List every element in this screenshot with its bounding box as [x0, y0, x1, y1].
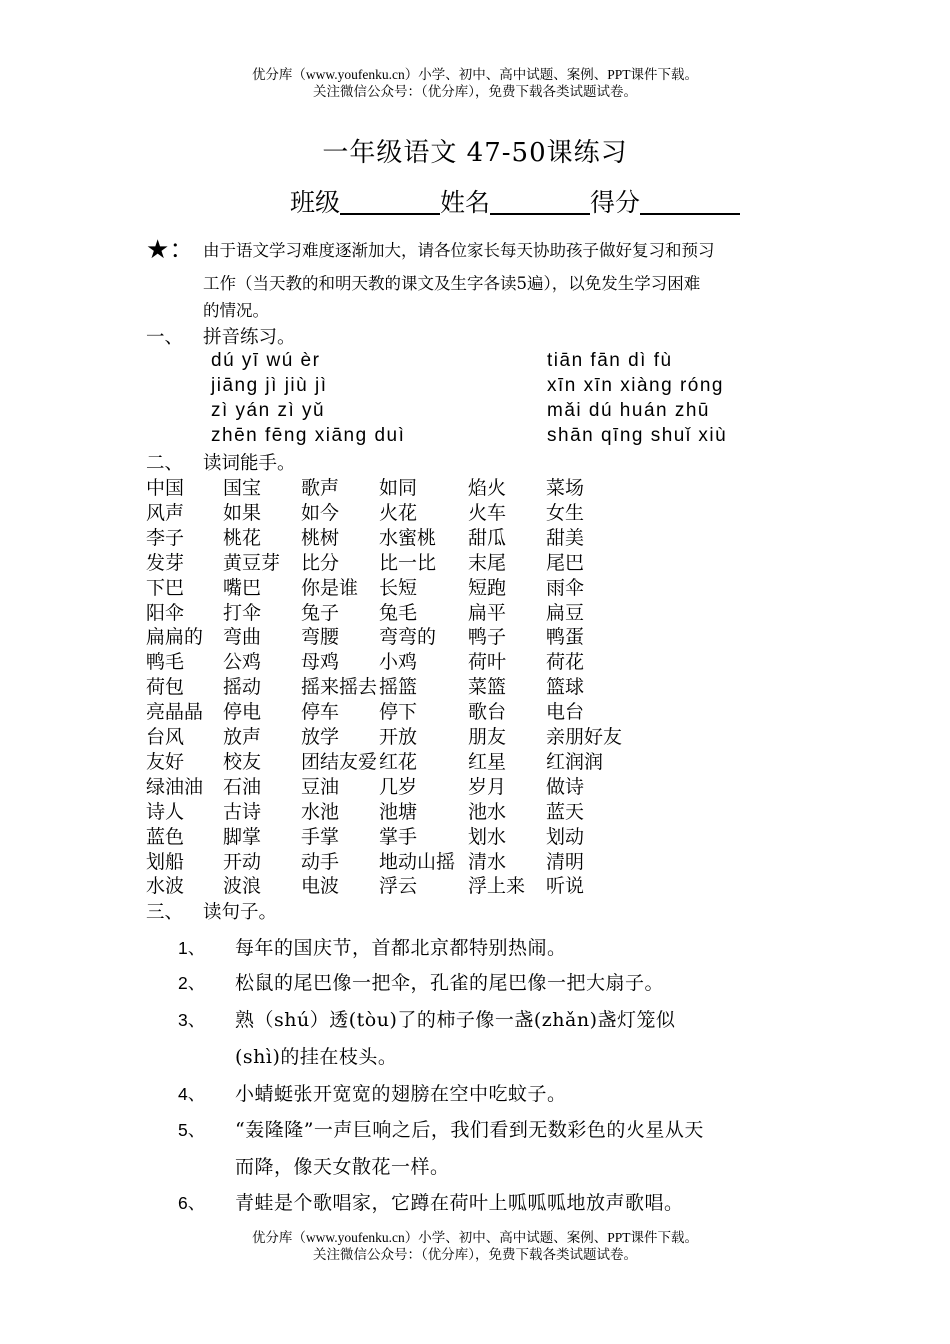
word-item: 开动: [223, 850, 262, 873]
word-item: 中国: [146, 477, 185, 499]
word-item: 脚掌: [223, 825, 262, 848]
word-item: 水波: [146, 875, 185, 898]
word-item: 短跑: [468, 576, 507, 599]
word-item: 放学: [301, 726, 340, 748]
section-heading-words: [146, 449, 296, 475]
word-item: 红星: [468, 750, 507, 773]
word-item: 手掌: [301, 825, 340, 848]
word-item: 扁扁的: [146, 626, 204, 649]
word-item: 摇来摇去: [301, 676, 378, 699]
word-item: 如今: [301, 501, 340, 524]
notice-line-2: 工作（当天教的和明天教的课文及生字各读5遍），以免发生学习困难: [203, 274, 701, 293]
pinyin-item: shān qīng shuǐ xiù: [547, 425, 728, 446]
pinyin-item: dú yī wú èr: [211, 350, 321, 371]
word-item: 动手: [301, 850, 340, 873]
word-item: 校友: [223, 750, 262, 773]
word-item: 菜场: [546, 477, 585, 499]
word-item: 亲朋好友: [546, 726, 623, 748]
word-item: 亮晶晶: [146, 701, 204, 724]
word-item: 停电: [223, 701, 262, 724]
pinyin-item: zì yán zì yǔ: [211, 400, 326, 421]
word-item: 扁豆: [546, 601, 585, 624]
word-item: 篮球: [546, 676, 585, 699]
word-item: 如同: [379, 477, 418, 499]
sentence-number: 4、: [178, 1084, 206, 1104]
pinyin-item: tiān fān dì fù: [547, 350, 673, 371]
word-item: 菜篮: [468, 676, 507, 699]
word-item: 末尾: [468, 551, 507, 574]
score-blank: [640, 189, 740, 215]
word-item: 停下: [379, 701, 418, 724]
star-icon: ★：: [146, 235, 196, 265]
word-item: 李子: [146, 526, 185, 549]
word-item: 水蜜桃: [379, 526, 437, 549]
word-item: 阳伞: [146, 601, 185, 624]
word-item: 池塘: [379, 800, 418, 823]
word-item: 鸭子: [468, 626, 507, 649]
word-item: 弯曲: [223, 626, 262, 649]
sentence-text: 松鼠的尾巴像一把伞，孔雀的尾巴像一把大扇子。: [235, 972, 665, 994]
word-item: 蓝色: [146, 825, 185, 848]
sentence-number: 6、: [178, 1193, 206, 1213]
word-item: 桃花: [223, 526, 262, 549]
word-item: 石油: [223, 775, 262, 798]
sentence-number: 5、: [178, 1120, 206, 1140]
page-footer: [0, 1229, 950, 1263]
notice-line-1: 由于语文学习难度逐渐加大，请各位家长每天协助孩子做好复习和预习: [203, 241, 715, 260]
word-item: 红润润: [546, 750, 604, 773]
section-number: 一、: [146, 327, 184, 348]
word-item: 歌台: [468, 701, 507, 724]
word-item: 掌手: [379, 825, 418, 848]
word-item: 放声: [223, 726, 262, 748]
name-blank: [490, 189, 590, 215]
word-item: 嘴巴: [223, 576, 262, 599]
footer-line-2: 关注微信公众号：（优分库），免费下载各类试题试卷。: [313, 1247, 637, 1262]
word-item: 风声: [146, 501, 185, 524]
word-item: 母鸡: [301, 651, 340, 674]
word-item: 电台: [546, 701, 585, 724]
word-item: 你是谁: [301, 576, 359, 599]
word-item: 桃树: [301, 526, 340, 549]
word-item: 兔子: [301, 601, 340, 624]
sentence-number: 3、: [178, 1010, 206, 1030]
word-item: 听说: [546, 875, 585, 898]
word-item: 尾巴: [546, 551, 585, 574]
word-item: 如果: [223, 501, 262, 524]
word-item: 朋友: [468, 726, 507, 748]
pinyin-item: xīn xīn xiàng róng: [547, 375, 724, 396]
word-item: 台风: [146, 726, 185, 748]
sentence-text: “轰隆隆”一声巨响之后，我们看到无数彩色的火星从天: [235, 1119, 704, 1141]
word-item: 团结友爱: [301, 750, 378, 773]
word-item: 浮上来: [468, 875, 526, 898]
sentence-continuation: 而降，像天女散花一样。: [235, 1156, 450, 1178]
word-item: 地动山摇: [379, 850, 456, 873]
footer-line-1: 优分库（www.youfenku.cn）小学、初中、高中试题、案例、PPT课件下载。: [251, 1230, 699, 1245]
word-item: 停车: [301, 701, 340, 724]
word-item: 黄豆芽: [223, 551, 281, 574]
sentence-text: 每年的国庆节，首都北京都特别热闹。: [235, 937, 567, 959]
sentence-text: 青蛙是个歌唱家，它蹲在荷叶上呱呱呱地放声歌唱。: [235, 1192, 684, 1214]
word-item: 鸭毛: [146, 651, 185, 674]
word-item: 荷包: [146, 676, 185, 699]
word-item: 摇篮: [379, 676, 418, 699]
word-item: 摇动: [223, 676, 262, 699]
word-item: 岁月: [468, 775, 507, 798]
pinyin-item: zhēn fēng xiāng duì: [211, 425, 406, 446]
word-item: 女生: [546, 501, 585, 524]
word-item: 打伞: [223, 601, 262, 624]
section-number: 三、: [146, 902, 184, 923]
sentence-number: 1、: [178, 938, 206, 958]
section-title: 读句子。: [203, 902, 278, 923]
word-item: 划水: [468, 825, 507, 848]
sentence-text: 熟（shú）透(tòu)了的柿子像一盏(zhǎn)盏灯笼似: [235, 1009, 676, 1031]
word-item: 池水: [468, 800, 507, 823]
notice-line-3: 的情况。: [203, 301, 269, 320]
word-item: 公鸡: [223, 651, 262, 674]
section-heading-pinyin: [146, 323, 296, 349]
class-blank: [340, 189, 440, 215]
word-item: 发芽: [146, 551, 185, 574]
word-item: 友好: [146, 750, 185, 773]
section-title: 拼音练习。: [203, 327, 296, 348]
score-label: 得分: [590, 188, 641, 217]
student-info-line: [290, 183, 740, 219]
word-item: 荷花: [546, 651, 585, 674]
word-item: 做诗: [546, 775, 585, 798]
sentence-continuation: (shì)的挂在枝头。: [235, 1046, 398, 1068]
word-item: 诗人: [146, 800, 185, 823]
word-item: 蓝天: [546, 800, 585, 823]
sentence-text: 小蜻蜓张开宽宽的翅膀在空中吃蚊子。: [235, 1083, 567, 1105]
word-item: 比分: [301, 551, 340, 574]
sentence-number: 2、: [178, 973, 206, 993]
section-number: 二、: [146, 453, 184, 474]
pinyin-item: jiāng jì jiù jì: [211, 375, 328, 396]
section-title: 读词能手。: [203, 453, 296, 474]
class-label: 班级: [290, 188, 341, 217]
word-item: 比一比: [379, 551, 437, 574]
word-item: 弯腰: [301, 626, 340, 649]
word-item: 甜美: [546, 526, 585, 549]
header-line-2: 关注微信公众号：（优分库），免费下载各类试题试卷。: [313, 84, 637, 99]
word-item: 波浪: [223, 875, 262, 898]
word-item: 火花: [379, 501, 418, 524]
word-item: 豆油: [301, 775, 340, 798]
word-item: 几岁: [379, 775, 418, 798]
page-title: 一年级语文 47-50课练习: [322, 138, 628, 168]
word-item: 古诗: [223, 800, 262, 823]
pinyin-item: mǎi dú huán zhū: [547, 400, 710, 421]
word-item: 兔毛: [379, 601, 418, 624]
word-item: 划船: [146, 850, 185, 873]
word-item: 浮云: [379, 875, 418, 898]
word-item: 鸭蛋: [546, 626, 585, 649]
word-item: 雨伞: [546, 576, 585, 599]
word-item: 扁平: [468, 601, 507, 624]
word-item: 红花: [379, 750, 418, 773]
word-item: 电波: [301, 875, 340, 898]
header-line-1: 优分库（www.youfenku.cn）小学、初中、高中试题、案例、PPT课件下载。: [251, 67, 699, 82]
section-heading-sentences: [146, 898, 277, 924]
word-item: 下巴: [146, 576, 185, 599]
word-item: 弯弯的: [379, 626, 437, 649]
word-item: 歌声: [301, 477, 340, 499]
word-item: 绿油油: [146, 775, 204, 798]
word-item: 荷叶: [468, 651, 507, 674]
word-item: 开放: [379, 726, 418, 748]
page-header: [0, 66, 950, 100]
word-item: 小鸡: [379, 651, 418, 674]
word-item: 焰火: [468, 477, 507, 499]
word-item: 清明: [546, 850, 585, 873]
word-item: 清水: [468, 850, 507, 873]
word-item: 划动: [546, 825, 585, 848]
word-item: 水池: [301, 800, 340, 823]
word-item: 国宝: [223, 477, 262, 499]
word-item: 甜瓜: [468, 526, 507, 549]
word-item: 火车: [468, 501, 507, 524]
name-label: 姓名: [440, 188, 491, 217]
word-item: 长短: [379, 576, 418, 599]
